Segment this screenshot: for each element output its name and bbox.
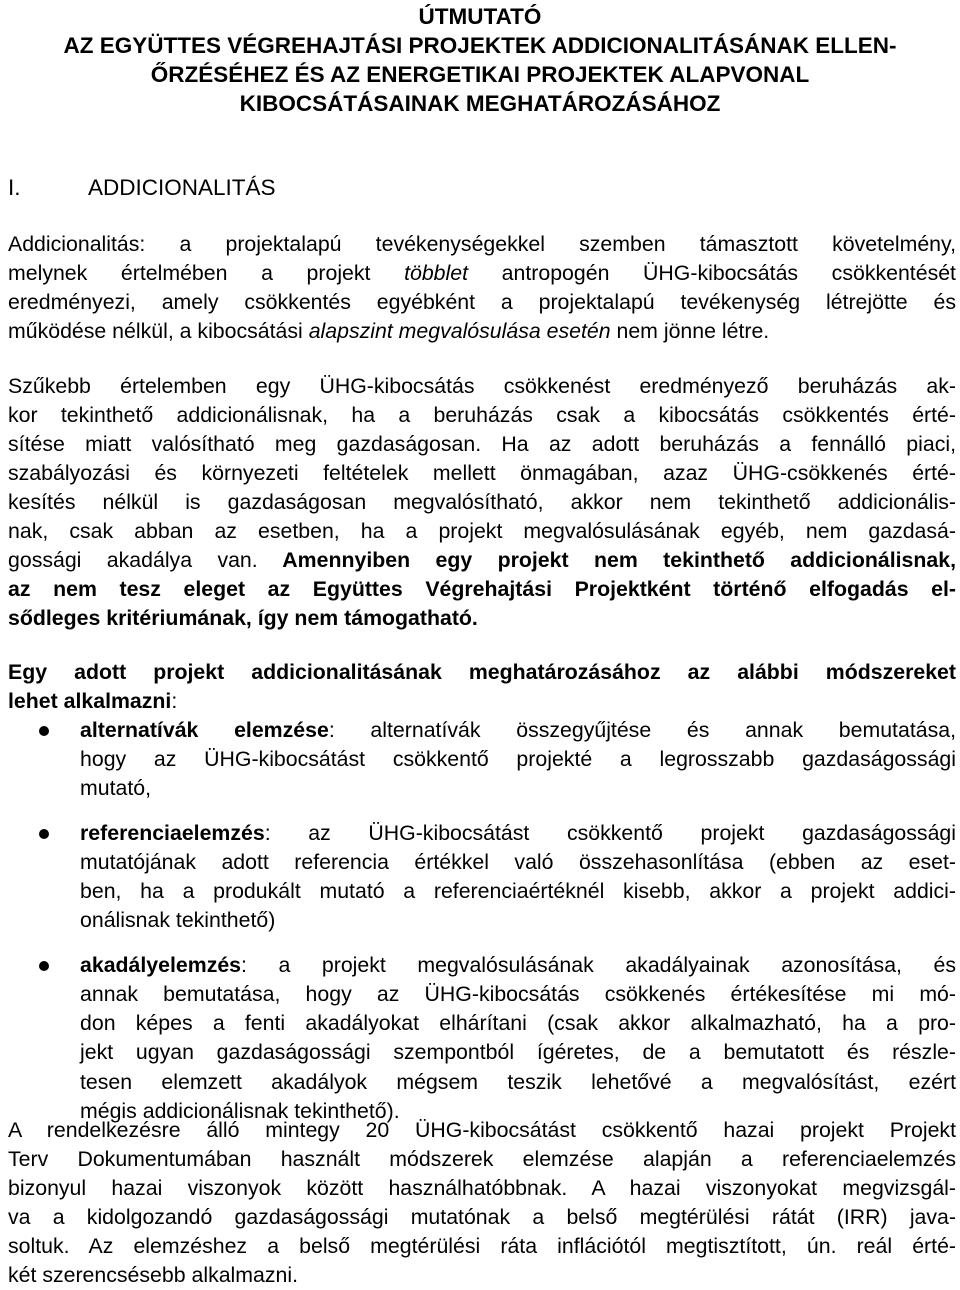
closing-paragraph — [8, 1116, 956, 1290]
title-line: KIBOCSÁTÁSAINAK MEGHATÁROZÁSÁHOZ — [239, 91, 721, 116]
text-line: két szerencsésebb alkalmazni. — [8, 1263, 299, 1288]
italic-emphasis: többlet — [404, 261, 469, 286]
text-line: referenciaelemzés: az ÜHG-kibocsátást csökkentő projekt gazdaságossági — [80, 821, 956, 846]
section-number: I. — [8, 175, 21, 200]
text-line: mégis addicionálisnak tekinthető). — [80, 1098, 400, 1123]
methods-list — [8, 716, 956, 1126]
text-line: az nem tesz eleget az Együttes Végrehajtási Projektként történő elfogadás el- — [8, 577, 956, 602]
text-line: sítése miatt valósítható meg gazdaságosan. Ha az adott beruházás a fennálló piaci, — [8, 432, 956, 457]
title-line: AZ EGYÜTTES VÉGREHAJTÁSI PROJEKTEK ADDICIONALITÁSÁNAK ELLEN- — [63, 33, 897, 58]
text-line: kesítés nélkül is gazdaságosan megvalósítható, akkor nem tekinthető addicionális- — [8, 490, 956, 515]
list-item — [8, 951, 956, 1125]
text-line: mutató, — [80, 776, 152, 801]
method-term: alternatívák elemzése — [80, 718, 329, 742]
text-line: lehet alkalmazni: — [8, 689, 178, 714]
bullet-icon — [39, 726, 49, 736]
bold-statement: Amennyiben egy projekt nem tekinthető addicionálisnak, — [257, 548, 957, 573]
text-line: Szűkebb értelemben egy ÜHG-kibocsátás csökkenést eredményező beruházás ak- — [8, 374, 956, 398]
text-line: kor tekinthető addicionálisnak, ha a beruházás csak a kibocsátás csökkentés érté- — [8, 403, 956, 428]
method-term: akadályelemzés — [80, 953, 242, 978]
text-line: jekt ugyan gazdaságossági szempontból ígéretes, de a bemutatott és részle- — [80, 1040, 956, 1065]
narrow-sense-paragraph — [8, 372, 956, 633]
defined-term: Addicionalitás — [8, 232, 140, 256]
list-item — [8, 819, 956, 935]
text-line: onálisnak tekinthető) — [80, 908, 276, 933]
text-line: Terv Dokumentumában használt módszerek elemzése alapján a referenciaelemzés — [8, 1147, 956, 1172]
text-line: hogy az ÜHG-kibocsátást csökkentő projekté a legrosszabb gazdaságossági — [80, 747, 956, 772]
text-line: A rendelkezésre álló mintegy 20 ÜHG-kibocsátást csökkentő hazai projekt Projekt — [8, 1118, 956, 1142]
text-line: melynek értelmében a projekt többlet antropogén ÜHG-kibocsátás csökkentését — [8, 261, 956, 286]
text-line: ben, ha a produkált mutató a referenciaértéknél kisebb, akkor a projekt addici- — [80, 879, 956, 904]
italic-emphasis: alapszint megvalósulása esetén — [308, 319, 611, 344]
text-line: bizonyul hazai viszonyok között használhatóbbnak. A hazai viszonyokat megvizsgál- — [8, 1176, 956, 1201]
text-line: tesen elemzett akadályok mégsem teszik lehetővé a megvalósítást, ezért — [80, 1069, 956, 1094]
text-line: sődleges kritériumának, így nem támogatható. — [8, 606, 478, 631]
bullet-icon — [39, 829, 49, 839]
title-line: ÚTMUTATÓ — [418, 4, 542, 29]
text-line: annak bemutatása, hogy az ÜHG-kibocsátás csökkenés értékesítése mi mó- — [80, 982, 956, 1007]
bullet-icon — [39, 961, 49, 971]
text-line: Egy adott projekt addicionalitásának meghatározásához az alábbi módszereket — [8, 660, 956, 684]
text-line: mutatójának adott referencia értékkel való összehasonlítása (ebben az eset- — [80, 850, 956, 875]
text-line: soltuk. Az elemzéshez a belső megtérülési ráta inflációtól megtisztított, ún. reál érté- — [8, 1234, 956, 1259]
text-line: gossági akadálya van. Amennyiben egy projekt nem tekinthető addicionálisnak, — [8, 548, 957, 573]
text-line: Addicionalitás: a projektalapú tevékenységekkel szemben támasztott követelmény, — [8, 232, 956, 256]
section-title: ADDICIONALITÁS — [88, 175, 276, 200]
text-line: működése nélkül, a kibocsátási alapszint megvalósulása esetén nem jönne létre. — [8, 319, 770, 344]
text-line: nak, csak abban az esetben, ha a projekt megvalósulásának egyéb, nem gazdasá- — [8, 519, 956, 544]
method-term: referenciaelemzés — [80, 821, 265, 846]
section-heading — [8, 173, 276, 202]
title-line: ŐRZÉSÉHEZ ÉS AZ ENERGETIKAI PROJEKTEK ALAPVONAL — [150, 62, 810, 87]
methods-intro — [8, 658, 956, 716]
text-line: szabályozási és környezeti feltételek mellett önmagában, azaz ÜHG-csökkenés érté- — [8, 461, 956, 486]
text-line: alternatívák elemzése: alternatívák összegyűjtése és annak bemutatása, — [80, 718, 956, 742]
text-line: va a kidolgozandó gazdaságossági mutatónak a belső megtérülési rátát (IRR) java- — [8, 1205, 956, 1230]
text-line: akadályelemzés: a projekt megvalósulásának akadályainak azonosítása, és — [80, 953, 956, 978]
text-line: don képes a fenti akadályokat elhárítani (csak akkor alkalmazható, ha a pro- — [80, 1011, 956, 1036]
list-item — [8, 716, 956, 803]
text-line: eredményezi, amely csökkentés egyébként a projektalapú tevékenység létrejötte és — [8, 290, 956, 315]
definition-paragraph — [8, 230, 956, 346]
document-title — [0, 2, 960, 118]
